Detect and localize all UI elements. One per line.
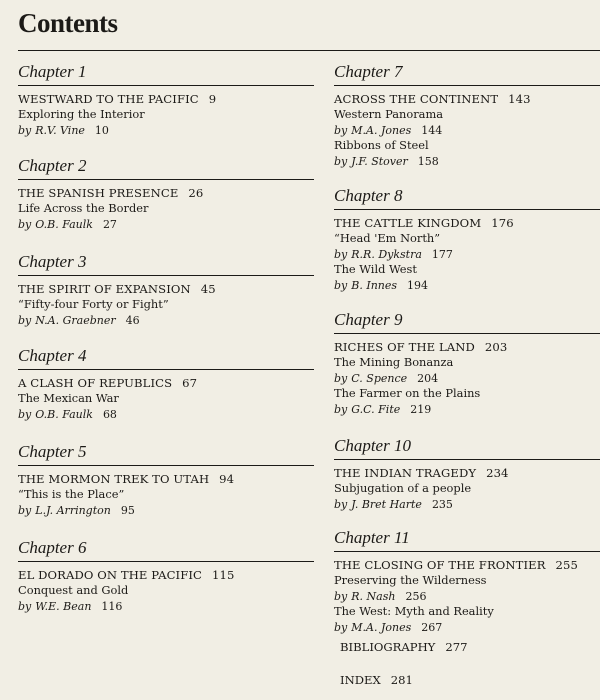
chapter-block (334, 528, 600, 635)
author-name: M.A. Jones (351, 620, 412, 634)
chapter-page: 26 (188, 186, 204, 200)
chapter-page: 234 (486, 466, 509, 480)
author-line (18, 503, 314, 519)
author-page: 256 (405, 589, 427, 603)
bibliography-label: BIBLIOGRAPHY (340, 640, 436, 654)
author-page: 219 (410, 402, 432, 416)
author-page: 68 (102, 407, 117, 421)
chapter-title (18, 186, 314, 201)
article-title: The Wild West (334, 262, 417, 276)
author-page: 116 (101, 599, 123, 613)
author-page: 158 (417, 154, 439, 168)
chapter-page: 45 (200, 282, 216, 296)
chapter-title-text: RICHES OF THE LAND (334, 340, 475, 354)
author-page: 10 (94, 123, 109, 137)
chapter-label: Chapter 6 (18, 538, 314, 562)
chapter-block (334, 436, 600, 512)
article-title: Conquest and Gold (18, 583, 129, 597)
index-label: INDEX (340, 673, 381, 687)
author-by: by (334, 497, 348, 511)
bibliography-entry (340, 640, 467, 655)
author-line (334, 402, 600, 418)
article-title: Ribbons of Steel (334, 138, 429, 152)
author-name: J.F. Stover (351, 154, 408, 168)
article-title: “This is the Place” (18, 487, 125, 501)
author-line (334, 123, 600, 139)
chapter-page: 67 (182, 376, 198, 390)
author-name: O.B. Faulk (35, 407, 93, 421)
author-name: W.E. Bean (35, 599, 92, 613)
author-page: 204 (417, 371, 439, 385)
author-by: by (18, 599, 32, 613)
author-by: by (18, 217, 32, 231)
chapter-label: Chapter 1 (18, 62, 314, 86)
chapter-title-text: WESTWARD TO THE PACIFIC (18, 92, 199, 106)
author-by: by (334, 154, 348, 168)
author-by: by (334, 589, 348, 603)
chapter-page: 203 (484, 340, 508, 354)
chapter-block (18, 346, 314, 422)
chapter-page: 94 (219, 472, 235, 486)
bibliography-page: 277 (445, 640, 468, 654)
author-line (18, 217, 314, 233)
author-line (334, 589, 600, 605)
author-name: M.A. Jones (351, 123, 412, 137)
chapter-page: 143 (508, 92, 531, 106)
author-by: by (18, 123, 32, 137)
author-name: J. Bret Harte (351, 497, 422, 511)
article-title: Western Panorama (334, 107, 444, 121)
author-by: by (334, 278, 348, 292)
author-name: G.C. Fite (351, 402, 401, 416)
author-name: R. Nash (351, 589, 396, 603)
chapter-block (18, 156, 314, 232)
chapter-block (334, 310, 600, 417)
article-title: “Head 'Em North” (334, 231, 441, 245)
article-title: The Mexican War (18, 391, 119, 405)
chapter-block (334, 186, 600, 293)
chapter-title (334, 92, 600, 107)
author-name: R.R. Dykstra (351, 247, 422, 261)
chapter-title (18, 472, 314, 487)
chapter-title (334, 558, 600, 573)
author-line (18, 407, 314, 423)
article-title: “Fifty-four Forty or Fight” (18, 297, 169, 311)
article-title: Life Across the Border (18, 201, 149, 215)
chapter-title-text: THE SPANISH PRESENCE (18, 186, 179, 200)
chapter-title (18, 568, 314, 583)
author-line (334, 620, 600, 636)
author-by: by (18, 503, 32, 517)
index-entry (340, 673, 413, 688)
author-by: by (334, 247, 348, 261)
chapter-title-text: A CLASH OF REPUBLICS (18, 376, 173, 390)
author-line (334, 247, 600, 263)
chapter-label: Chapter 9 (334, 310, 600, 334)
author-by: by (18, 407, 32, 421)
chapter-label: Chapter 5 (18, 442, 314, 466)
article-title: Exploring the Interior (18, 107, 145, 121)
author-line (18, 599, 314, 615)
article-title: The Mining Bonanza (334, 355, 454, 369)
author-page: 46 (125, 313, 140, 327)
author-by: by (18, 313, 32, 327)
chapter-page: 176 (491, 216, 514, 230)
chapter-block (18, 62, 314, 138)
chapter-label: Chapter 8 (334, 186, 600, 210)
chapter-page: 115 (212, 568, 235, 582)
article-title: The Farmer on the Plains (334, 386, 481, 400)
author-name: O.B. Faulk (35, 217, 93, 231)
chapter-page: 255 (555, 558, 578, 572)
chapter-label: Chapter 11 (334, 528, 600, 552)
author-line (18, 313, 314, 329)
chapter-label: Chapter 7 (334, 62, 600, 86)
author-page: 95 (120, 503, 135, 517)
author-by: by (334, 371, 348, 385)
author-by: by (334, 402, 348, 416)
author-line (334, 497, 600, 513)
author-page: 27 (102, 217, 117, 231)
chapter-title (334, 216, 600, 231)
author-name: R.V. Vine (35, 123, 85, 137)
index-page: 281 (390, 673, 413, 687)
article-title: Subjugation of a people (334, 481, 472, 495)
page-title: Contents (18, 8, 118, 38)
author-name: C. Spence (351, 371, 408, 385)
chapter-title (334, 340, 600, 355)
chapter-block (18, 538, 314, 614)
author-page: 267 (421, 620, 443, 634)
chapter-title (18, 376, 314, 391)
chapter-title (334, 466, 600, 481)
author-page: 235 (431, 497, 453, 511)
chapter-title-text: THE INDIAN TRAGEDY (334, 466, 477, 480)
author-page: 144 (421, 123, 443, 137)
chapter-title-text: EL DORADO ON THE PACIFIC (18, 568, 203, 582)
author-name: N.A. Graebner (35, 313, 116, 327)
chapter-title-text: THE CLOSING OF THE FRONTIER (334, 558, 546, 572)
chapter-label: Chapter 4 (18, 346, 314, 370)
author-by: by (334, 620, 348, 634)
chapter-label: Chapter 3 (18, 252, 314, 276)
author-name: L.J. Arrington (35, 503, 111, 517)
author-page: 177 (431, 247, 453, 261)
chapter-title-text: THE MORMON TREK TO UTAH (18, 472, 210, 486)
author-line (334, 278, 600, 294)
chapter-title (18, 92, 314, 107)
article-title: The West: Myth and Reality (334, 604, 494, 618)
author-line (334, 371, 600, 387)
author-line (334, 154, 600, 170)
chapter-title-text: ACROSS THE CONTINENT (334, 92, 499, 106)
chapter-block (18, 442, 314, 518)
article-title: Preserving the Wilderness (334, 573, 487, 587)
title-rule (18, 50, 600, 51)
chapter-title-text: THE SPIRIT OF EXPANSION (18, 282, 191, 296)
author-line (18, 123, 314, 139)
chapter-title (18, 282, 314, 297)
author-name: B. Innes (351, 278, 398, 292)
author-page: 194 (407, 278, 429, 292)
chapter-block (334, 62, 600, 169)
author-by: by (334, 123, 348, 137)
chapter-label: Chapter 2 (18, 156, 314, 180)
chapter-title-text: THE CATTLE KINGDOM (334, 216, 482, 230)
chapter-page: 9 (208, 92, 217, 106)
chapter-block (18, 252, 314, 328)
chapter-label: Chapter 10 (334, 436, 600, 460)
